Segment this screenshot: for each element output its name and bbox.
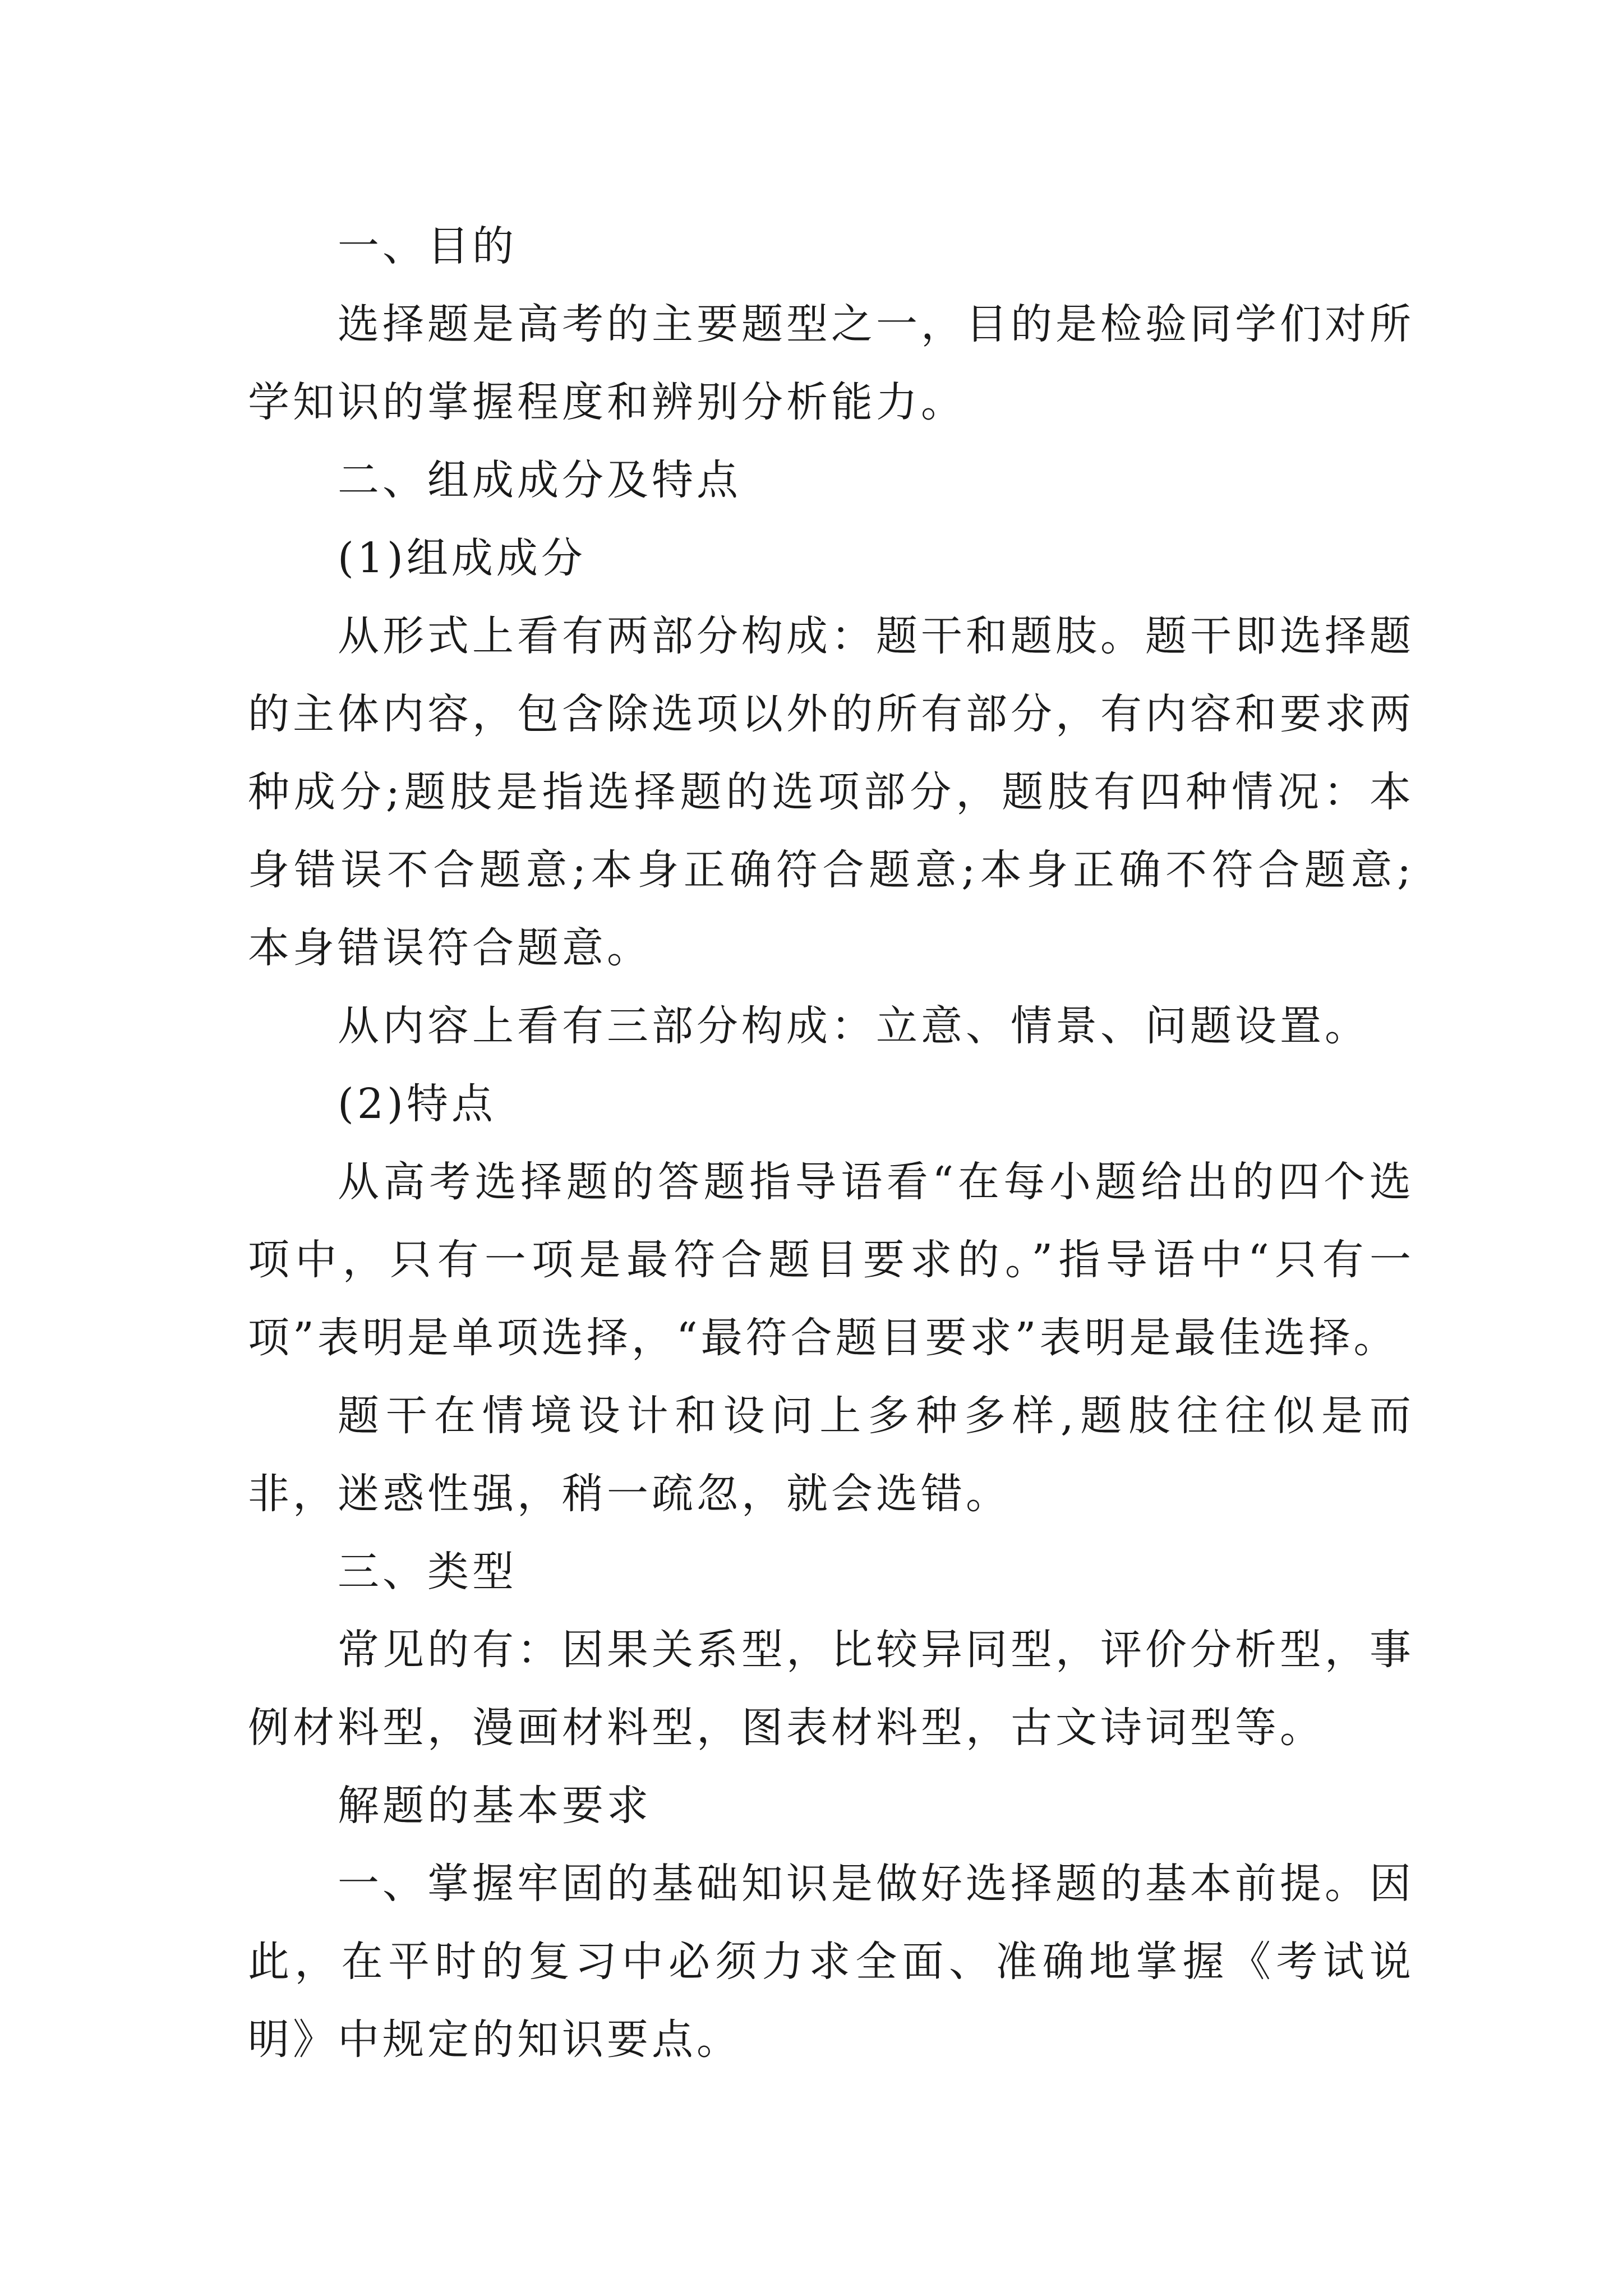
- document-body: [248, 208, 1414, 2079]
- section-heading-composition: 二、组成成分及特点: [338, 456, 741, 504]
- paragraph-content: 从内容上看有三部分构成：立意、情景、问题设置。: [338, 1002, 1370, 1050]
- subheading-features: (2)特点: [338, 1080, 496, 1128]
- paragraph-types: 常见的有：因果关系型，比较异同型，评价分析型，事例材料型，漫画材料型，图表材料型，古文诗词型等。: [248, 1626, 1414, 1752]
- section-heading-types: 三、类型: [338, 1548, 517, 1596]
- subheading-components: (1)组成成分: [338, 534, 586, 582]
- paragraph-guidance: 从高考选择题的答题指导语看“在每小题给出的四个选项中，只有一项是最符合题目要求的。”指导语中“只有一项”表明是单项选择，“最符合题目要求”表明是最佳选择。: [248, 1158, 1414, 1362]
- paragraph-requirement-1: 一、掌握牢固的基础知识是做好选择题的基本前提。因此，在平时的复习中必须力求全面、准确地掌握《考试说明》中规定的知识要点。: [248, 1860, 1414, 2064]
- paragraph-stem-design: 题干在情境设计和设问上多种多样,题肢往往似是而非，迷惑性强，稍一疏忽，就会选错。: [248, 1392, 1414, 1518]
- section-heading-purpose: 一、目的: [338, 222, 517, 270]
- paragraph-purpose: 选择题是高考的主要题型之一，目的是检验同学们对所学知识的掌握程度和辨别分析能力。: [248, 300, 1414, 426]
- section-heading-requirements: 解题的基本要求: [338, 1782, 652, 1830]
- paragraph-form: 从形式上看有两部分构成：题干和题肢。题干即选择题的主体内容，包含除选项以外的所有部分，有内容和要求两种成分;题肢是指选择题的选项部分，题肢有四种情况：本身错误不合题意;本身正确符合题意;本身正确不符合题意;本身错误符合题意。: [248, 612, 1414, 972]
